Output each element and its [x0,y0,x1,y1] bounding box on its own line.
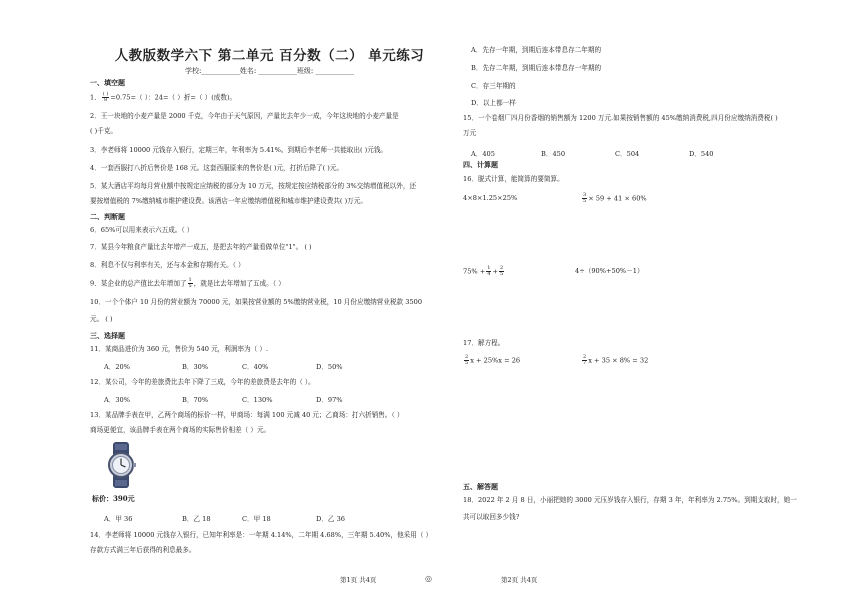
q15-option-d: D．540 [689,150,714,158]
q14-option-a: A．先存一年期，到期后连本带息存二年期的 [471,46,602,54]
section-true-false: 二、判断题 [90,212,125,221]
question-5-line-1: 5．某大酒店平均每月营业额中按规定应纳税的部分为 10 万元，按规定按应纳税部分的 3%交纳增值税以外，还 [90,182,417,190]
binding-ring-icon: ◎ [425,574,432,583]
right-page [463,0,835,608]
question-6: 6．65%可以用来表示六五成。（ ） [90,226,194,234]
q11-option-d: D．50% [316,363,343,371]
q15-option-c: C．504 [615,150,640,158]
left-page [82,0,457,608]
q11-option-b: B．30% [182,363,209,371]
page-title: 人教版数学六下 第二单元 百分数（二） 单元练习 [114,48,425,64]
q11-option-a: A．20% [104,363,131,371]
section-fill-blank: 一、填空题 [90,78,125,87]
question-5-line-2: 要按增值税的 7%缴纳城市维护建设费。该酒店一年应缴纳增值税和城市维护建设费共( )万元。 [90,197,367,205]
q16-expression-4: 4÷（90%+50%－1） [575,267,644,275]
question-8: 8．利息不仅与利率有关，还与本金和存期有关。（ ） [90,261,245,269]
wristwatch-icon [104,442,138,488]
question-14-line-1: 14．李老师将 10000 元钱存入银行，已知年利率是：一年期 4.14%，二年期 4.68%，三年期 5.40%，他采用（ ） [90,531,433,539]
fraction: $\frac{( )}{8}$ [102,91,109,103]
question-14-line-2: 存款方式满三年后获得的利息最多。 [90,546,196,554]
q13-option-a: A．甲 36 [104,515,133,523]
q16-expression-3: 75% + $\frac{1}{4}$ + $\frac{2}{5}$ [463,265,504,277]
question-1: 1． $\frac{( )}{8}$ =0.75=（ ）：24=（ ）折=（ ）(成数)。 [90,91,237,103]
page-number-left: 第1页 共4页 [340,576,377,584]
fraction: $\frac{1}{5}$ [188,277,192,289]
question-10-line-2: 元。 ( ) [90,315,113,323]
question-12: 12．某公司，今年的差旅费比去年下降了三成，今年的差旅费是去年的（ ）。 [90,378,315,386]
q12-option-d: D．97% [316,396,343,404]
question-18-line-1: 18．2022 年 2 月 8 日，小丽把她的 3000 元压岁钱存入银行，存期 3 年，年利率为 2.75%。到期支取时，她一 [463,496,797,504]
fraction: $\frac{3}{5}$ [583,192,587,204]
price-tag: 标价：390元 [92,494,135,503]
question-2-line-1: 2．王一块地的小麦产量是 2000 千克，今年由于天气原因，产量比去年少一成，今年这块地的小麦产量是 [90,112,399,120]
question-11: 11．某商品进价为 360 元，售价为 540 元，利润率为（ ）. [90,345,269,353]
q17-equation-1: $\frac{2}{5}$ x + 25%x = 26 [465,354,521,366]
fraction: $\frac{2}{7}$ [583,354,587,366]
q14-option-d: D．以上都一样 [471,99,516,107]
q13-option-c: C．甲 18 [242,515,271,523]
question-17: 17．解方程。 [463,339,505,347]
question-15-line-1: 15．一个卷烟厂四月份香烟的销售额为 1200 万元.如果按销售额的 45%缴纳消费税,四月份应缴纳消费税( ) [463,114,778,122]
q12-option-c: C．130% [242,396,273,404]
question-16: 16．脱式计算，能简算的要简算。 [463,175,564,183]
student-info-line: 学校:___________姓名: ___________班级: ___________ [184,67,355,75]
q12-option-a: A．30% [104,396,131,404]
fraction: $\frac{2}{5}$ [465,354,469,366]
q13-option-b: B．乙 18 [182,515,211,523]
section-multiple-choice: 三、选择题 [90,331,125,340]
section-calculation: 四、计算题 [463,160,498,169]
q12-option-b: B．70% [182,396,209,404]
question-15-line-2: 万元 [463,129,477,137]
question-13-line-2: 商场更便宜，该品牌手表在两个商场的实际售价相差（ ）元。 [90,426,271,434]
section-word-problems: 五、解答题 [463,482,498,491]
q15-option-b: B．450 [541,150,566,158]
q16-expression-2: $\frac{3}{5}$ × 59 + 41 × 60% [583,192,647,204]
fraction: $\frac{2}{5}$ [500,265,504,277]
question-9: 9．某企业的总产值比去年增加了 $\frac{1}{5}$ ，就是比去年增加了五成。（ ） [90,277,285,289]
q14-option-b: B．先存二年期，到期后连本带息存一年期的 [471,64,602,72]
question-10-line-1: 10．一个个体户 10 月份的营业额为 70000 元，如果按营业额的 5%缴纳营业税，10 月份应缴纳营业税款 3500 [90,298,423,306]
fraction: $\frac{1}{4}$ [487,265,491,277]
q15-option-a: A．405 [471,150,495,158]
q13-option-d: D．乙 36 [316,515,345,523]
q11-option-c: C．40% [242,363,269,371]
q14-option-c: C．存三年期的 [471,82,516,90]
question-2-line-2: ( )千克。 [90,127,118,135]
question-7: 7．某县今年粮食产量比去年增产一成五，是把去年的产量看做单位"1"。 ( ) [90,243,312,251]
q17-equation-2: $\frac{2}{7}$ x + 35 × 8% = 32 [583,354,649,366]
question-18-line-2: 共可以取回多少钱? [463,513,520,521]
page-number-right: 第2页 共4页 [501,576,538,584]
question-4: 4．一套西服打八折后售价是 168 元。这套西服原来的售价是( )元，打折后降了( )元。 [90,164,344,172]
question-13-line-1: 13．某品牌手表在甲，乙两个商场的标价一样，甲商场：每满 100 元减 40 元；乙商场：打六折销售。（ ） [90,411,404,419]
q16-expression-1: 4×8×1.25×25% [463,194,518,202]
question-3: 3．李老师将 10000 元钱存入银行，定期三年，年利率为 5.41%。到期后李老师一共能取出( )元钱。 [90,146,388,154]
